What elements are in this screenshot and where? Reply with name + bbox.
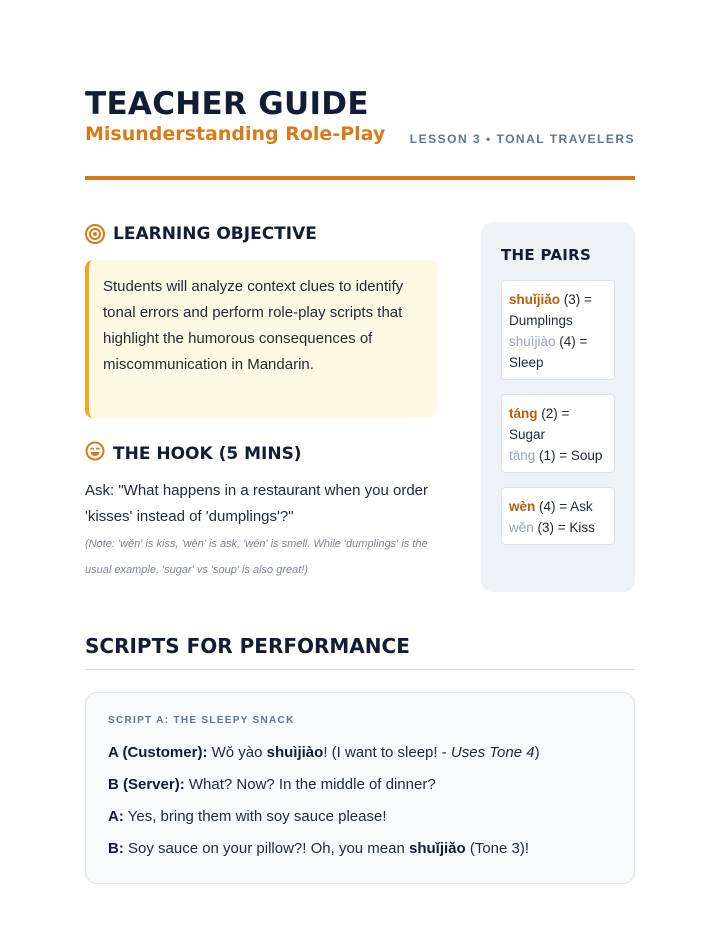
pair-word-b: wěn	[509, 520, 534, 535]
pair-word-a: wèn	[509, 499, 536, 514]
script-line	[108, 775, 612, 795]
line-text: What? Now? In the middle of dinner?	[184, 776, 436, 793]
script-line	[108, 807, 612, 827]
line-text: )	[534, 744, 540, 761]
line-text: Wǒ yào	[207, 744, 267, 761]
speaker-label: A:	[108, 808, 124, 825]
lesson-label: LESSON 3 • TONAL TRAVELERS	[409, 132, 635, 146]
pairs-title: THE PAIRS	[501, 246, 592, 264]
speaker-label: B:	[108, 840, 124, 857]
script-line	[108, 839, 612, 859]
pairs-panel	[481, 222, 635, 592]
pair-meaning-a: (3) = Dumplings	[509, 292, 592, 328]
laughing-face-icon	[85, 441, 105, 466]
pair-meaning-b: (1) = Soup	[535, 448, 603, 463]
line-text: Yes, bring them with soy sauce please!	[123, 808, 387, 825]
key-word: shuǐjiǎo	[408, 840, 466, 857]
target-icon	[85, 224, 105, 244]
hook-note: (Note: 'wěn' is kiss, 'wèn' is ask, 'wén' is smell. While 'dumplings' is the usual example, 'sugar' vs 'soup' is also great!)	[85, 538, 428, 576]
script-title: SCRIPT A: THE SLEEPY SNACK	[108, 715, 295, 726]
hook-heading-label: THE HOOK (5 MINS)	[113, 443, 302, 464]
speaker-label: B (Server):	[108, 776, 185, 793]
pair-meaning-b: (4) = Sleep	[509, 334, 588, 370]
pair-card	[501, 394, 615, 473]
pair-card	[501, 280, 615, 380]
line-text: Soy sauce on your pillow?! Oh, you mean	[123, 840, 409, 857]
script-card	[85, 692, 635, 884]
key-word: shuìjiào	[266, 744, 324, 761]
page-subtitle: Misunderstanding Role-Play	[85, 123, 386, 145]
pair-meaning-a: (2) = Sugar	[509, 406, 570, 442]
objective-callout: Students will analyze context clues to identify tonal errors and perform role-play scripts that highlight the humorous consequences of miscommunication in Mandarin.	[85, 260, 437, 418]
header	[85, 86, 635, 180]
scripts-heading: SCRIPTS FOR PERFORMANCE	[85, 634, 635, 670]
line-text: (Tone 3)!	[465, 840, 530, 857]
script-line	[108, 743, 612, 763]
pair-word-a: táng	[509, 406, 538, 421]
objective-heading	[85, 224, 317, 244]
pair-meaning-a: (4) = Ask	[535, 499, 593, 514]
pair-word-a: shuǐjiǎo	[509, 292, 561, 307]
pair-word-b: tāng	[509, 448, 536, 463]
hook-heading	[85, 441, 302, 466]
speaker-label: A (Customer):	[108, 744, 208, 761]
hook-prompt: Ask: "What happens in a restaurant when you order 'kisses' instead of 'dumplings'?"	[85, 482, 429, 525]
pair-word-b: shuìjiào	[509, 334, 556, 349]
pair-meaning-b: (3) = Kiss	[533, 520, 595, 535]
tone-note: Uses Tone 4	[450, 744, 535, 761]
line-text: ! (I want to sleep! -	[323, 744, 451, 761]
teacher-guide-page	[85, 0, 635, 932]
objective-heading-label: LEARNING OBJECTIVE	[113, 224, 317, 244]
page-title: TEACHER GUIDE	[85, 86, 369, 122]
pair-card	[501, 487, 615, 545]
